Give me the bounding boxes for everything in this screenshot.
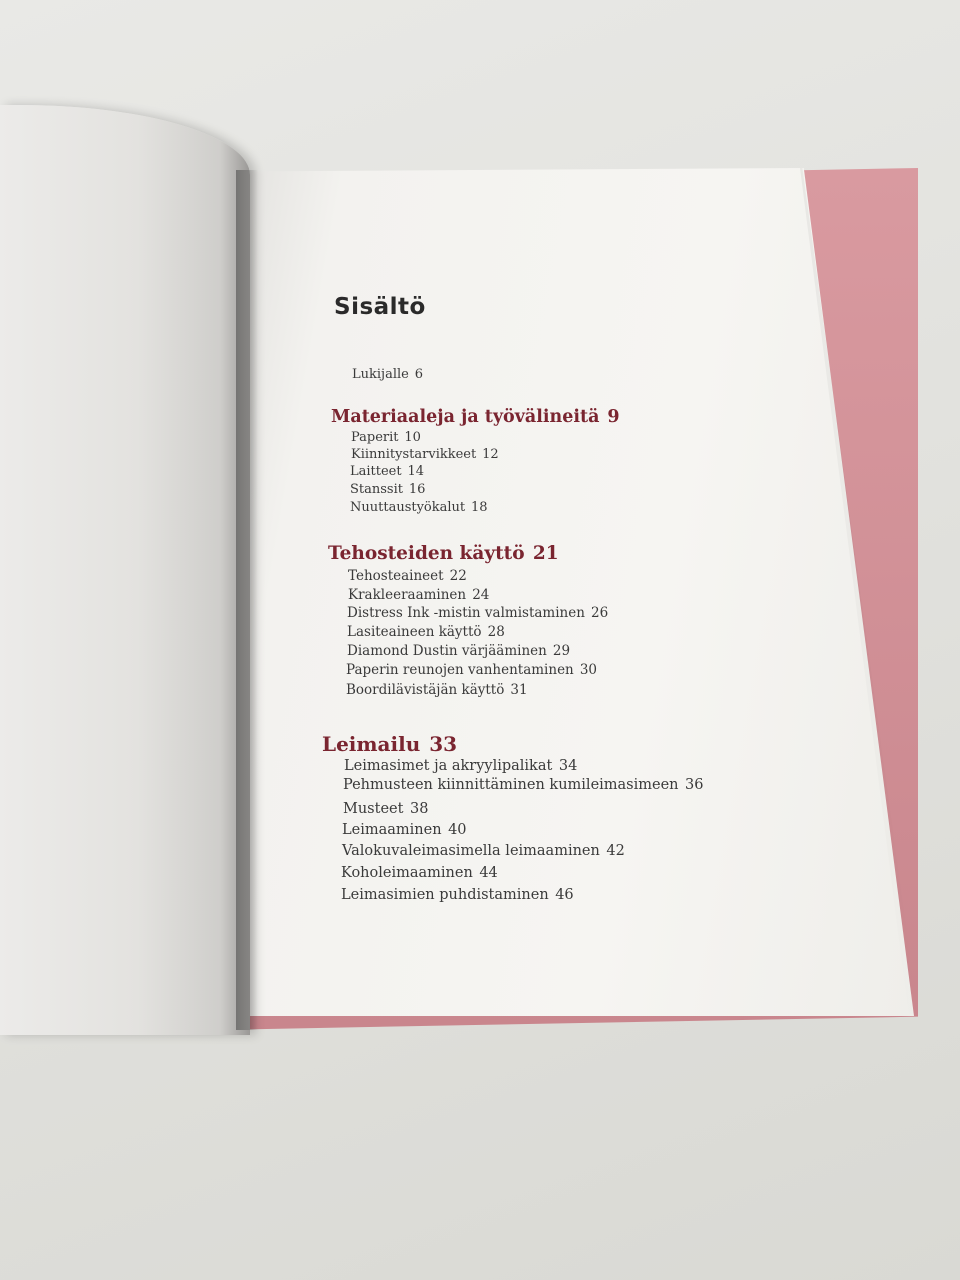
toc-entry-page: 42: [606, 843, 625, 859]
toc-section-heading: [331, 407, 620, 427]
toc-heading-page: 21: [532, 543, 559, 564]
toc-entry-page: 38: [409, 801, 429, 817]
toc-entry: [347, 624, 505, 640]
toc-entry-label: Diamond Dustin värjääminen: [347, 643, 547, 659]
toc-entry-label: Leimasimet ja akryylipalikat: [344, 758, 553, 774]
toc-entry: [350, 482, 425, 497]
toc-entry-label: Leimasimien puhdistaminen: [341, 887, 549, 903]
toc-title: Sisältö: [334, 294, 426, 320]
toc-entry-label: Valokuvaleimasimella leimaaminen: [342, 843, 600, 859]
toc-entry: [347, 643, 570, 659]
toc-heading-label: Leimailu: [322, 732, 421, 756]
toc-entry-page: 14: [407, 464, 424, 479]
toc-entry: [341, 865, 498, 881]
toc-entry-label: Stanssit: [350, 482, 403, 497]
toc-entry-label: Lasiteaineen käyttö: [347, 624, 482, 640]
toc-entry: [341, 887, 574, 903]
toc-entry-page: 12: [482, 447, 499, 462]
toc-entry-page: 30: [579, 662, 598, 678]
toc-entry: [350, 500, 488, 515]
toc-entry-page: 44: [479, 865, 498, 881]
toc-heading-label: Tehosteiden käyttö: [328, 543, 525, 564]
toc-entry: [346, 662, 597, 678]
toc-entry: [347, 605, 608, 621]
toc-entry-label: Koholeimaaminen: [341, 865, 473, 881]
toc-entry: [343, 801, 428, 817]
toc-entry-page: 16: [408, 482, 426, 497]
toc-entry: [342, 822, 467, 838]
toc-entry-page: 6: [414, 367, 423, 382]
toc-entry-label: Paperit: [351, 430, 399, 445]
toc-entry: [342, 843, 625, 859]
toc-entry-page: 24: [472, 587, 490, 603]
toc-entry-page: 18: [470, 500, 488, 515]
toc-entry-page: 29: [552, 643, 571, 659]
toc-entry: [343, 777, 703, 793]
toc-heading-page: 33: [429, 732, 458, 756]
toc-entry-page: 40: [448, 822, 467, 838]
toc-entry-label: Pehmusteen kiinnittäminen kumileimasimeen: [343, 777, 679, 793]
toc-entry-page: 10: [404, 430, 421, 445]
toc-heading-label: Materiaaleja ja työvälineitä: [331, 407, 600, 427]
toc-entry-page: 26: [591, 605, 609, 621]
toc-entry: [346, 682, 528, 698]
toc-entry: [344, 758, 577, 774]
toc-entry-page: 28: [487, 624, 505, 640]
toc-entry-intro: [352, 367, 423, 382]
toc-entry-page: 31: [510, 682, 528, 698]
toc-section-heading: [322, 732, 457, 756]
toc-entry-page: 46: [555, 887, 574, 903]
toc-entry-label: Tehosteaineet: [348, 568, 444, 584]
toc-entry-label: Paperin reunojen vanhentaminen: [346, 662, 574, 678]
toc-entry-label: Distress Ink -mistin valmistaminen: [347, 605, 585, 621]
toc-entry: [351, 447, 499, 462]
toc-entry-label: Kiinnitystarvikkeet: [351, 447, 477, 462]
toc-entry: [351, 430, 421, 445]
toc-entry-label: Lukijalle: [352, 367, 409, 382]
toc-entry: [348, 587, 489, 603]
toc-entry-page: 36: [685, 777, 704, 793]
toc-entry-label: Laitteet: [350, 464, 402, 479]
toc-section-heading: [328, 543, 559, 564]
toc-entry: [350, 464, 424, 479]
toc-entry-label: Krakleeraaminen: [348, 587, 467, 603]
toc-heading-page: 9: [607, 407, 620, 427]
toc-entry-label: Boordilävistäjän käyttö: [346, 682, 505, 698]
toc-entry-page: 22: [449, 568, 467, 584]
toc-entry-label: Leimaaminen: [342, 822, 442, 838]
toc-entry-label: Nuuttaustyökalut: [350, 500, 466, 515]
toc-entry-label: Musteet: [343, 801, 404, 817]
toc-entry-page: 34: [558, 758, 578, 774]
toc-entry: [348, 568, 467, 584]
